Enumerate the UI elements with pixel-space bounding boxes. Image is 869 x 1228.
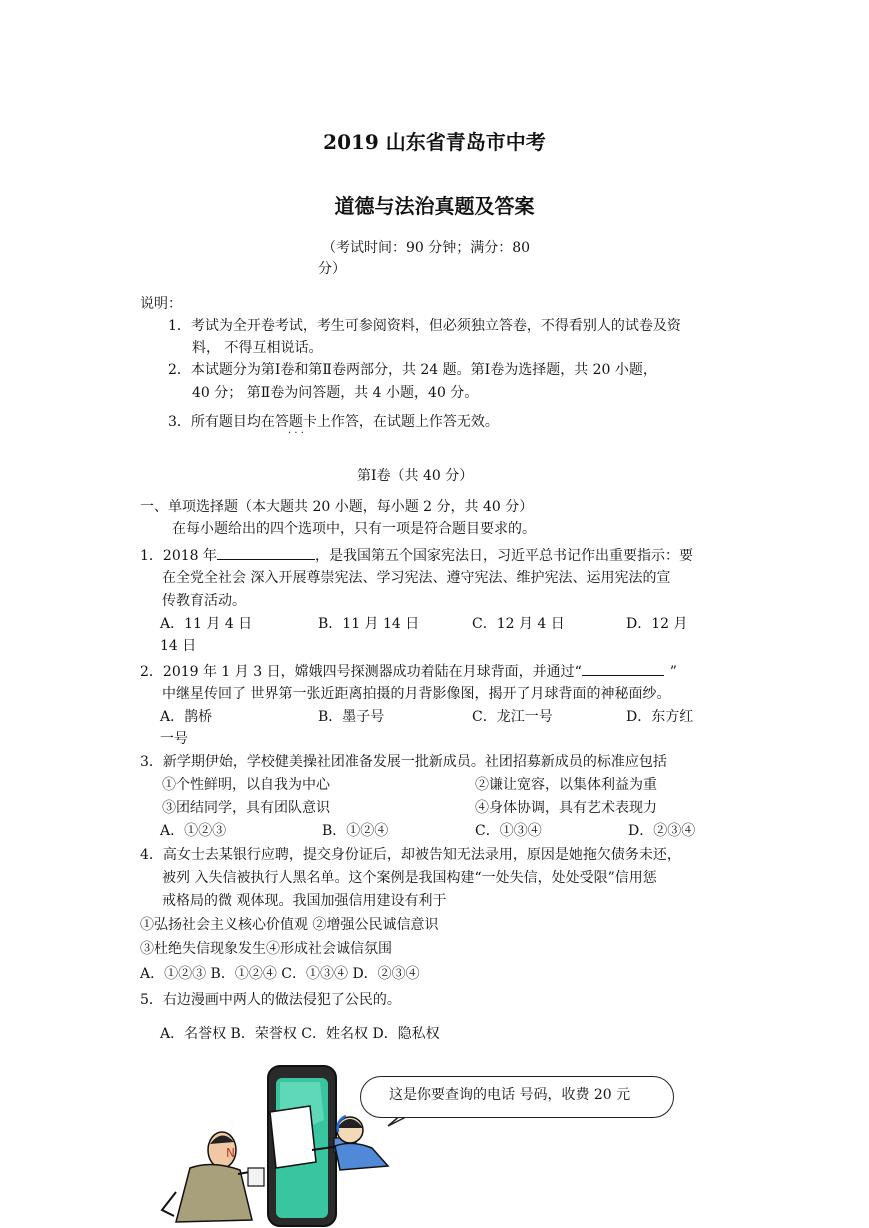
question-4-line-3: 戒格局的微 观体现。我国加强信用建设有利于 <box>162 893 447 909</box>
question-2-option-d: D．东方红 <box>626 709 694 725</box>
question-1-line-2: 在全党全社会 深入开展尊崇宪法、学习宪法、遵守宪法、维护宪法、运用宪法的宣 <box>162 570 671 586</box>
instructions-label: 说明： <box>140 296 182 312</box>
question-2-quote-end: ” <box>669 664 677 680</box>
question-2-option-c: C．龙江一号 <box>472 709 553 725</box>
answer-blank <box>582 661 664 676</box>
man-figure <box>162 1132 264 1222</box>
question-3-statement-3: ③团结同学，具有团队意识 <box>162 800 330 816</box>
section-heading: 第Ⅰ卷（共 40 分） <box>357 468 474 484</box>
question-3-option-b: B．①②④ <box>322 823 389 839</box>
title-line-2: 道德与法治真题及答案 <box>334 194 535 218</box>
question-3-line-1: 3．新学期伊始，学校健美操社团准备发展一批新成员。社团招募新成员的标准应包括 <box>140 754 667 770</box>
question-5-options: A．名誉权 B．荣誉权 C．姓名权 D．隐私权 <box>160 1026 440 1042</box>
question-1-option-d: D．12 月 <box>626 616 688 632</box>
question-1-line-1 <box>140 545 693 566</box>
question-1-text: ，是我国第五个国家宪法日，习近平总书记作出重要指示：要 <box>315 548 693 564</box>
question-3-statement-2: ②谦让宽容，以集体利益为重 <box>475 777 657 793</box>
question-2-line-2: 中继星传回了 世界第一张近距离拍摄的月背影像图，揭开了月球背面的神秘面纱。 <box>162 686 671 702</box>
question-3-statement-1: ①个性鲜明，以自我为中心 <box>162 777 330 793</box>
question-1-option-d-cont: 14 日 <box>160 638 197 654</box>
emphasis-dots: · · · <box>288 428 304 439</box>
instruction-3: 3．所有题目均在答题卡上作答，在试题上作答无效。 <box>168 414 499 430</box>
instruction-1-line-2: 料， 不得互相说话。 <box>192 340 323 356</box>
question-4-statements-2: ③杜绝失信现象发生④形成社会诚信氛围 <box>140 941 392 957</box>
exam-time-line-2: 分） <box>318 261 346 277</box>
question-2-option-b: B．墨子号 <box>318 709 385 725</box>
instruction-2-line-1: 2．本试题分为第Ⅰ卷和第Ⅱ卷两部分，共 24 题。第Ⅰ卷为选择题，共 20 小题， <box>168 362 657 378</box>
question-4-options: A．①②③ B．①②④ C．①③④ D．②③④ <box>140 966 420 982</box>
instruction-1-line-1: 1．考试为全开卷考试，考生可参阅资料，但必须独立答卷，不得看别人的试卷及资 <box>168 318 681 334</box>
answer-blank <box>217 545 315 560</box>
question-1-option-c: C．12 月 4 日 <box>472 616 565 632</box>
instruction-2-line-2: 40 分； 第Ⅱ卷为问答题，共 4 小题，40 分。 <box>192 385 479 401</box>
question-4-statements-1: ①弘扬社会主义核心价值观 ②增强公民诚信意识 <box>140 917 439 933</box>
question-3-option-a: A．①②③ <box>160 823 227 839</box>
question-2-text: 2．2019 年 1 月 3 日，嫦娥四号探测器成功着陆在月球背面，并通过“ <box>140 664 582 680</box>
question-1-line-3: 传教育活动。 <box>162 593 246 609</box>
part-note: 在每小题给出的四个选项中，只有一项是符合题目要求的。 <box>172 521 536 537</box>
speech-bubble-text: 这是你要查询的电话 号码，收费 20 元 <box>389 1087 631 1103</box>
cartoon-mark-text: N <box>226 1146 235 1160</box>
question-2-option-a: A．鹊桥 <box>160 709 213 725</box>
title-line-1: 2019 山东省青岛市中考 <box>323 130 546 154</box>
question-2-option-d-cont: 一号 <box>160 731 188 747</box>
question-1-option-a: A．11 月 4 日 <box>160 616 253 632</box>
exam-time-line-1: （考试时间：90 分钟；满分：80 <box>322 240 531 256</box>
question-5-line-1: 5．右边漫画中两人的做法侵犯了公民的。 <box>140 992 401 1008</box>
question-1-prefix: 1．2018 年 <box>140 548 217 564</box>
question-1-option-b: B．11 月 14 日 <box>318 616 420 632</box>
speech-bubble <box>360 1076 674 1118</box>
question-3-statement-4: ④身体协调，具有艺术表现力 <box>475 800 657 816</box>
question-3-option-c: C．①③④ <box>475 823 542 839</box>
question-3-option-d: D．②③④ <box>628 823 696 839</box>
part-title: 一、单项选择题（本大题共 20 小题，每小题 2 分，共 40 分） <box>140 499 534 515</box>
question-4-line-2: 被列 入失信被执行人黑名单。这个案例是我国构建“一处失信，处处受限”信用惩 <box>162 870 657 886</box>
question-2-line-1 <box>140 661 677 682</box>
question-4-line-1: 4．高女士去某银行应聘，提交身份证后，却被告知无法录用，原因是她拖欠债务未还， <box>140 847 681 863</box>
